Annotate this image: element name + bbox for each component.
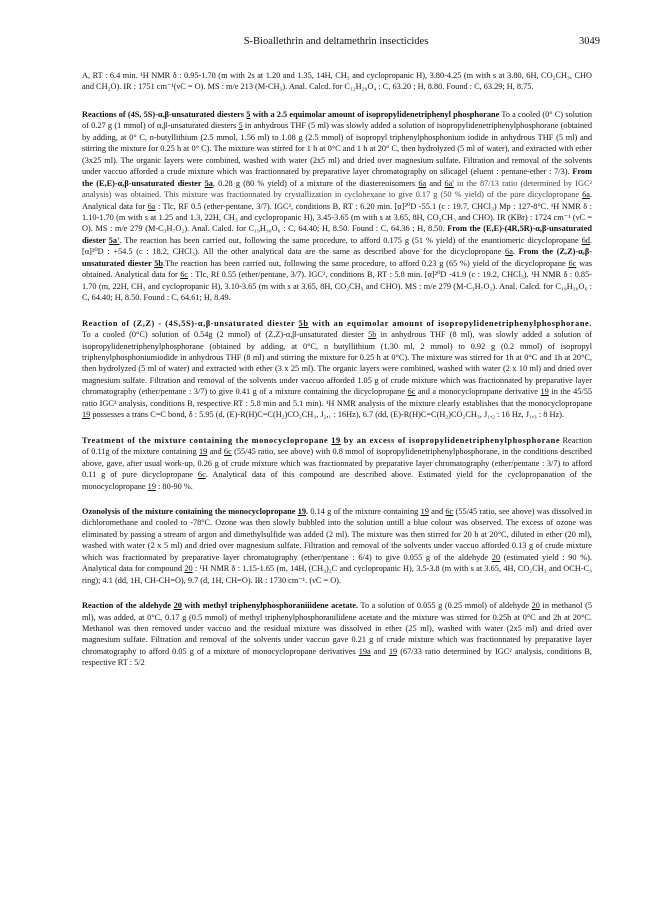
section-heading: Ozonolysis of the mixture containing the monocyclopropane 19. bbox=[82, 506, 309, 516]
section-heading: Reaction of (Z,Z) - (4S,5S)-α,β-unsaturated diester 5b with an equimolar amount of isopropylidenetriphenylphosphorane. bbox=[82, 318, 592, 328]
subheading: From the (Z,Z)-α,β-unsaturated diester 5b bbox=[82, 247, 593, 268]
paragraph-analytical-data: A, RT : 6.4 min. ¹H NMR δ : 0.95-1.70 (m with 2s at 1.20 and 1.35, 14H, CH₃ and cyclopropanic H), 3.80-4.25 (m with s at 3.80, 6H, CO₂CH₃, CHO and CH₂O). IR : 1751 cm⁻¹(νC = O). MS : m/e 213 (M-CH₃). Anal. Calcd. for C₁₂H₂₀O₄ : C, 63.20 ; H, 8.80. Found : C, 63.29; H, 8.75. bbox=[82, 71, 592, 92]
paragraph-ozonolysis: Ozonolysis of the mixture containing the monocyclopropane 19. 0.14 g of the mixture containing 19 and 6c (55/45 ratio, see above) was dissolved in dichloromethane and cooled to -78°C. Ozone was then slowly bubbled into the solution untill a blue colour was observed. The excess of ozone was eliminated by passing a stream of argon and dimethylsulfide was added (2 ml). The mixture was then stirred for 20 h at 20°C, diluted in ether (20 ml), washed with water (2 x 5 ml) and dried over magnesium sulfate. Filtration and removal of the solvents under vaccuo afforded 0.13 g of crude mixture which was fractionnated by preparative layer chromatography (ether/pentane : 6/4) to give 0.055 g of the aldehyde 20 (estimated yield : 90 %). Analytical data for compound 20 : ¹H NMR δ : 1.15-1.65 (m, 14H, (CH₃)₂C and cyclopropanic H), 3.5-3.8 (m with s at 3.65, 4H, CO₂CH₃ and OCH-C₃ ring); 4.1 (dd, 1H, CH-CH=O), 9.7 (d, 1H, CH=O). IR : 1730 cm⁻¹. (νC = O). bbox=[82, 506, 593, 585]
running-title: S-Bioallethrin and deltamethrin insecticides bbox=[243, 36, 429, 47]
section-heading: Reactions of (4S, 5S)-α,β-unsaturated diesters 5 with a 2.5 equimolar amount of isopropylidenetriphenyl phosphorane bbox=[82, 109, 500, 119]
compound-ref: 19 bbox=[420, 506, 429, 516]
compound-ref: 6a' bbox=[444, 178, 454, 188]
compound-ref: 5b bbox=[368, 330, 377, 340]
compound-ref: 6c bbox=[568, 258, 577, 268]
compound-ref: 20 bbox=[491, 552, 501, 562]
compound-ref: 6c bbox=[407, 387, 416, 397]
subheading: From the (E,E)-(4R,5R)-α,β-unsaturated diester 5a' bbox=[82, 224, 592, 245]
compound-ref: 5 bbox=[246, 109, 251, 119]
compound-ref: 5 bbox=[238, 121, 243, 131]
section-heading: Reaction of the aldehyde 20 with methyl triphenylphosphoraniiidene acetate. bbox=[82, 601, 359, 611]
compound-ref: 6d bbox=[581, 235, 590, 245]
compound-ref: 19 bbox=[540, 387, 549, 397]
compound-ref: 6a bbox=[582, 190, 590, 200]
compound-ref: 19 bbox=[82, 410, 91, 420]
compound-ref: 19 bbox=[388, 646, 398, 656]
compound-ref: 5a' bbox=[108, 235, 120, 245]
compound-ref: 19a bbox=[358, 646, 371, 656]
article-body bbox=[82, 70, 592, 683]
paragraph-treatment-monocyclopropane: Treatment of the mixture containing the monocyclopropane 19 by an excess of isopropylidenetriphenylphosphorane Reaction of 0.11g of the mixture containing 19 and 6c (55/45 ratio, see above) with 0.8 mmol of isopropylidenetriphenylphosphorane, in the conditions described above, gave, after usual work-up, 0.26 g of crude mixture which was fractionnated by preparative layer chromatography (ether/pentane : 3/7) to afford 0.11 g of pure dicyclopropane 6c. Analytical data of this compound are described above. Estimated yield for the cyclopropanation of the monocyclopropane 19 : 80-90 %. bbox=[82, 435, 592, 491]
paragraph-aldehyde-reaction: Reaction of the aldehyde 20 with methyl triphenylphosphoraniiidene acetate. To a solution of 0.055 g (0.25 mmol) of aldehyde 20 in methanol (5 ml), was added, at 0°C, 0.17 g (0.5 mmol) of methyl triphenylphosphoranilidene acetate and the mixture was stirred for 0.25h at 0°C and 2h at 20°C. Methanol was then removed under vaccuo and the residual mixture was dissolved in ether (25 ml), washed with water (2x5 ml) and dried over magnesium sulfate. Filtration and removal of the solvents under vaccuo gave 0.21 g of crude mixture which was fractionnated by preparative layer chromatography to afford 0.05 g of a mixture of monocyclopropane derivatives 19a and 19 (67/33 ratio determined by IGC² analysis, conditions B, respective RT : 5/2 bbox=[82, 601, 592, 668]
compound-ref: 6c bbox=[197, 470, 206, 480]
compound-ref: 6c bbox=[180, 270, 189, 280]
compound-ref: 19 bbox=[297, 506, 306, 516]
compound-ref: 6c bbox=[445, 506, 454, 516]
compound-ref: 19 bbox=[331, 435, 341, 445]
subheading: From the (E,E)-α,β-unsaturated diester 5a bbox=[82, 167, 592, 188]
compound-ref: 5b bbox=[298, 318, 309, 328]
page-number: 3049 bbox=[579, 36, 600, 47]
compound-ref: 20 bbox=[531, 601, 540, 611]
compound-ref: 19 bbox=[147, 481, 156, 491]
compound-ref: 5a bbox=[204, 178, 213, 188]
compound-ref: 6a bbox=[147, 201, 156, 211]
compound-ref: 6c bbox=[223, 447, 232, 457]
compound-ref: 20 bbox=[173, 601, 182, 611]
compound-ref: 6a bbox=[418, 178, 427, 188]
section-heading: Treatment of the mixture containing the monocyclopropane 19 by an excess of isopropylidenetriphenylphosphorane bbox=[82, 435, 561, 445]
paragraph-reaction-2-5-equimolar: Reactions of (4S, 5S)-α,β-unsaturated diesters 5 with a 2.5 equimolar amount of isopropylidenetriphenyl phosphorane To a cooled (0° C) solution of 0.27 g (1 mmol) of α,β-unsaturated diesters 5 in anhydrous THF (5 ml) was slowly added a solution of isopropylidenetriphenylphosphorane (obtained by adding, at 0° C, n-butyllithium (2.5 mmol, 1.56 ml) to 1.08 g (2.5 mmol) of isopropyl triphenylphosphonium iodide in anhydrous THF (5 ml) and stirring the mixture for 0.25 h at 0° C). The mixture was stirred for 1 h at 0°C and 1 h at 20° C, then hydrolyzed (5 ml of water), and extracted with ether (3x25 ml). The organic layers were combined, washed with water (2x5 ml) and dried over magnesium sulfate. Filtration and removal of the solvents under vaccuo afforded a crude mixture which was fractionnated by preparative layer chromatography on silicagel (eluent : pentane-ether : 7/3). From the (E,E)-α,β-unsaturated diester 5a, 0.28 g (80 % yield) of a mixture of the diastereoisomers 6a and 6a' in the 87/13 ratio (determined by IGC² analysis) was obtained. This mixture was fractionnated by crystallization in cyclohexane to give 0.17 g (50 % yield) of the pure dicyclopropane 6a. Analytical data for 6a : Tlc, RF 0.5 (ether-pentane, 3/7). IGC², conditions B, RT : 6.20 min. [α]²⁰D -55.1 (c : 19.7, CHCl₃) Mp : 127-8°C. ¹H NMR δ : 1.10-1.70 (m with s at 1.25 and 1.3, 22H, CH₃ and cyclopropanic H), 3.45-3.65 (m with s at 3.65, 8H, CO₂CH₃ and CHO). IR (KBr) : 1724 cm⁻¹ (νC = O). MS : m/e 279 (M-C₃H₇O₂). Anal. Calcd. for C₁₉H₃₀O₆ : C, 64.40; H, 8.50. Found : C, 64.36 ; H, 8.50. From the (E,E)-(4R,5R)-α,β-unsaturated diester 5a'. The reaction has been carried out, following the same procedure, to afford 0.175 g (51 % yield) of the enantiomeric dicyclopropane 6d. [α]²⁰D : +54.5 (c : 18.2, CHCl₃). All the other analytical data are the same as described above for the dicyclopropane 6a. From the (Z,Z)-α,β-unsaturated diester 5b.The reaction has been carried out, following the same procedure, to afford 0.23 g (65 %) yield of the dicyclopropane 6c was obtained. Analytical data for 6c : Tlc, Rf 0.55 (ether/pentane, 3/7). IGC², conditions B, RT : 5.8 min. [α]²⁰D -41.9 (c : 19.2, CHCl₃). ¹H NMR δ : 0.85-1.70 (m, 22H, CH₃ and cyclopropanic H), 3.10-3.65 (m with s at 3.65, 8H, CO₂CH₃ and CHO). MS : m/e 279 (M-C₃H₇O₂). Anal. Calcd. for C₁₉H₃₀O₆ : C, 64.40; H, 8.50. Found : C, 64.61; H, 8.49. bbox=[82, 109, 593, 303]
compound-ref: 20 bbox=[184, 564, 193, 574]
paragraph-reaction-zz-diester: Reaction of (Z,Z) - (4S,5S)-α,β-unsaturated diester 5b with an equimolar amount of isopropylidenetriphenylphosphorane. To a cooled (0°C) solution of 0.54g (2 mmol) of (Z,Z)-α,β-unsaturated diester 5b in anhydrous THF (8 ml), was slowly added a solution of isopropylidenetriphenylphosphorane (obtained by adding, at 0°C, n butyllithium (1.30 ml, 2 mmol) to 0.92 g (0.2 mmol) of isopropyl triphenylphosphoniumiodide in anhydrous THF (8 ml) and stirring the mixture for 0.25 h at 0°C). The mixture was stirred for 1h at 0°C and 1h at 20°C, then hydrolyzed (5 ml of water) and extracted with ether (3 x 25 ml). The organic layers were combined, washed with water (2 x 10 ml) and dried over magnesium sulfate. Filtration and removal of the solvents under vaccuo afforded 1.05 g of crude mixture which was fractionnated by preparative layer chromatography (ether/pentane : 3/7) to give 0.41 g of a mixture containing the dicyclopropane 6c and a monocyclopropane derivative 19 in the 45/55 ratio IGC² analysis, conditions B, respective RT : 5.8 min and 5.1 min). ¹H NMR analysis of the mixture clearly establishes that the monocyclopropane 19 possesses a trans C=C bond, δ : 5.95 (d, (E)-R(H)C=C(H₂)CO₂CH₃, J₂,₁ : 16Hz), 6.7 (dd, (E)-R(H)C=C(H₂)CO₂CH₃, J₁,₂ : 16 Hz, J₁,₃ : 8 Hz). bbox=[82, 318, 592, 420]
compound-ref: 5b bbox=[154, 258, 164, 268]
compound-ref: 6a bbox=[505, 247, 513, 257]
compound-ref: 19 bbox=[199, 447, 208, 457]
